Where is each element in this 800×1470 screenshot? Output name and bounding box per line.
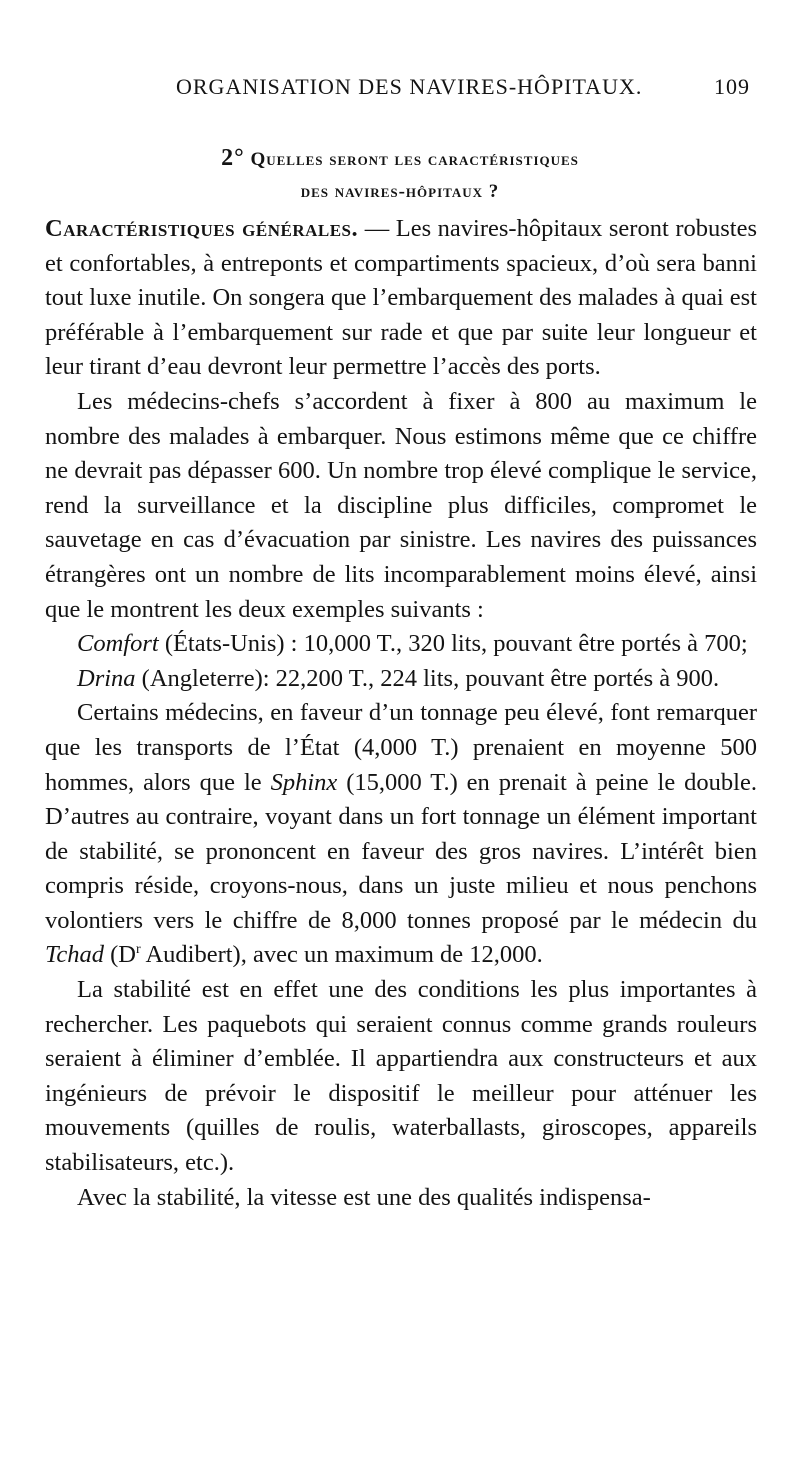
tonnage-text-b: (15,000 T.) en prenait à peine le double. D’autres au contraire, voyant dans un fort tonnage un élément important de stabilité, se prononcent en faveur des gros navires. L’intérêt bien compris réside, croyons-nous, dans un juste milieu et nous penchons volontiers vers le chiffre de 8,000 tonnes proposé par le médecin du xyxy=(45,768,757,934)
example-comfort-text: (États-Unis) : 10,000 T., 320 lits, pouvant être portés à 700; xyxy=(158,630,748,658)
paragraph-example-drina xyxy=(45,662,757,697)
section-heading-line-1 xyxy=(0,142,800,176)
paragraph-stability: La stabilité est en effet une des conditions les plus importantes à rechercher. Les paquebots qui seraient connus comme grands rouleurs seraient à éliminer d’emblée. Il appartiendra aux constructeurs et aux ingénieurs de prévoir le dispositif le meilleur pour atténuer les mouvements (quilles de roulis, waterballasts, giroscopes, appareils stabilisateurs, etc.). xyxy=(45,976,757,1177)
ship-name-drina: Drina xyxy=(77,664,136,692)
example-drina-text: (Angleterre): 22,200 T., 224 lits, pouvant être portés à 900. xyxy=(135,664,720,692)
running-head-title: ORGANISATION DES NAVIRES-HÔPITAUX. xyxy=(176,74,643,99)
paragraph-tonnage xyxy=(45,696,757,973)
paragraph-number-of-patients: Les médecins-chefs s’accordent à fixer à 800 au maximum le nombre des malades à embarquer. Nous estimons même que ce chiffre ne devrait pas dépasser 600. Un nombre trop élevé complique le service, rend la surveillance et la discipline plus difficiles, compromet le sauvetage en cas d’évacuation par sinistre. Les navires des puissances étrangères ont un nombre de lits incomparablement moins élevé, ainsi que le montrent les deux exemples suivants : xyxy=(45,387,757,623)
body-text xyxy=(45,212,757,1215)
ship-name-sphinx: Sphinx xyxy=(270,768,338,796)
tonnage-text-c: (D xyxy=(104,941,136,969)
tonnage-text-a: Certains médecins, en faveur d’un tonnage peu élevé, font remarquer que les transports de l’État (4,000 T.) prenaient en moyenne 500 hommes, alors que le xyxy=(45,699,757,796)
paragraph-runin-heading: Caractéristiques générales. xyxy=(45,215,359,242)
section-number: 2° xyxy=(221,145,245,171)
paragraph-example-comfort xyxy=(45,627,757,662)
running-head xyxy=(150,74,750,104)
section-heading xyxy=(0,142,800,208)
ship-name-tchad: Tchad xyxy=(45,941,105,969)
page-number: 109 xyxy=(714,74,750,99)
tonnage-text-d: Audibert), avec un maximum de 12,000. xyxy=(140,941,543,969)
doctor-abbrev-superscript: r xyxy=(136,942,141,958)
paragraph-general-characteristics xyxy=(45,212,757,385)
paragraph-speed: Avec la stabilité, la vitesse est une des qualités indispensa- xyxy=(77,1183,651,1211)
section-heading-line-2: des navires-hôpitaux ? xyxy=(300,181,500,202)
section-heading-text-1: Quelles seront les caractéristiques xyxy=(250,149,579,170)
paragraph-text: — Les navires-hôpitaux seront robustes et confortables, à entreponts et compartiments spacieux, d’où sera banni tout luxe inutile. On songera que l’embarquement des malades à quai est préférable à l’embarquement sur rade et que par suite leur longueur et leur tirant d’eau devront leur permettre l’accès des ports. xyxy=(45,215,757,381)
ship-name-comfort: Comfort xyxy=(77,630,159,658)
